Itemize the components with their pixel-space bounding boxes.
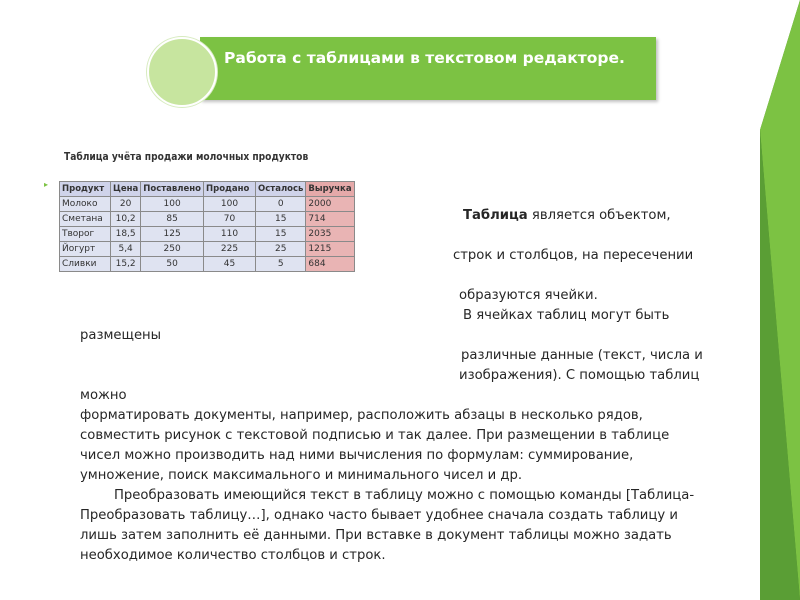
text-line-6: различные данные (текст, числа и	[461, 348, 703, 363]
table-row	[60, 212, 355, 227]
table-cell: 5,4	[111, 242, 141, 257]
text-line-4: В ячейках таблиц могут быть	[463, 308, 670, 323]
header-cell: Поставлено	[141, 182, 204, 197]
title-bar	[200, 37, 656, 100]
table-cell: 110	[204, 227, 256, 242]
table-cell: 70	[204, 212, 256, 227]
title-circle	[147, 37, 217, 107]
table-cell: 15	[256, 212, 306, 227]
table-cell: Молоко	[60, 197, 111, 212]
text-line-11: чисел можно производить над ними вычисления по формулам: суммирование,	[80, 448, 634, 463]
text-line-14: Преобразовать таблицу…], однако часто бывает удобнее сначала создать таблицу и	[80, 508, 678, 523]
table-cell: 5	[256, 257, 306, 272]
text-line-9: форматировать документы, например, расположить абзацы в несколько рядов,	[80, 408, 643, 423]
table-cell: 50	[141, 257, 204, 272]
table-cell: 15,2	[111, 257, 141, 272]
table-row	[60, 257, 355, 272]
text-line-12: умножение, поиск максимального и минимального чисел и др.	[80, 468, 523, 483]
header-cell: Продано	[204, 182, 256, 197]
table-cell: 714	[306, 212, 354, 227]
text-line-15: лишь затем заполнить её данными. При вставке в документ таблицы можно задать	[80, 528, 672, 543]
table-cell: 2035	[306, 227, 354, 242]
table-cell: Йогурт	[60, 242, 111, 257]
dairy-table	[59, 181, 355, 272]
table-cell: 45	[204, 257, 256, 272]
table-row	[60, 197, 355, 212]
table-cell: 100	[204, 197, 256, 212]
table-cell: 1215	[306, 242, 354, 257]
table-cell: 25	[256, 242, 306, 257]
header-cell: Выручка	[306, 182, 354, 197]
header-cell: Осталось	[256, 182, 306, 197]
text-line-16: необходимое количество столбцов и строк.	[80, 548, 386, 563]
table-cell: 684	[306, 257, 354, 272]
table-cell: 125	[141, 227, 204, 242]
header-cell: Цена	[111, 182, 141, 197]
table-cell: Сметана	[60, 212, 111, 227]
table-cell: 15	[256, 227, 306, 242]
table-cell: Творог	[60, 227, 111, 242]
bullet-icon: ▸	[44, 180, 49, 189]
text-span: является объектом,	[527, 208, 671, 223]
text-line-10: совместить рисунок с текстовой подписью и так далее. При размещении в таблице	[80, 428, 670, 443]
table-caption: Таблица учёта продажи молочных продуктов	[64, 150, 309, 163]
table-cell: 10,2	[111, 212, 141, 227]
table-cell: 2000	[306, 197, 354, 212]
header-cell: Продукт	[60, 182, 111, 197]
text-line-7: изображения). С помощью таблиц	[459, 368, 700, 383]
table-cell: 18,5	[111, 227, 141, 242]
text-line-8: можно	[80, 388, 127, 403]
table-row	[60, 227, 355, 242]
text-line-3: образуются ячейки.	[459, 288, 598, 303]
table-cell: 0	[256, 197, 306, 212]
table-row	[60, 242, 355, 257]
text-line-5: размещены	[80, 328, 162, 343]
table-header-row	[60, 182, 355, 197]
text-line-2: строк и столбцов, на пересечении	[453, 248, 694, 263]
table-cell: Сливки	[60, 257, 111, 272]
table-cell: 20	[111, 197, 141, 212]
table-cell: 250	[141, 242, 204, 257]
text-bold-term: Таблица	[463, 208, 528, 223]
table-cell: 225	[204, 242, 256, 257]
text-line-1	[463, 209, 671, 222]
table-cell: 85	[141, 212, 204, 227]
text-line-13: Преобразовать имеющийся текст в таблицу можно с помощью команды [Таблица-	[114, 488, 695, 503]
table-cell: 100	[141, 197, 204, 212]
page-title: Работа с таблицами в текстовом редакторе.	[224, 49, 625, 67]
